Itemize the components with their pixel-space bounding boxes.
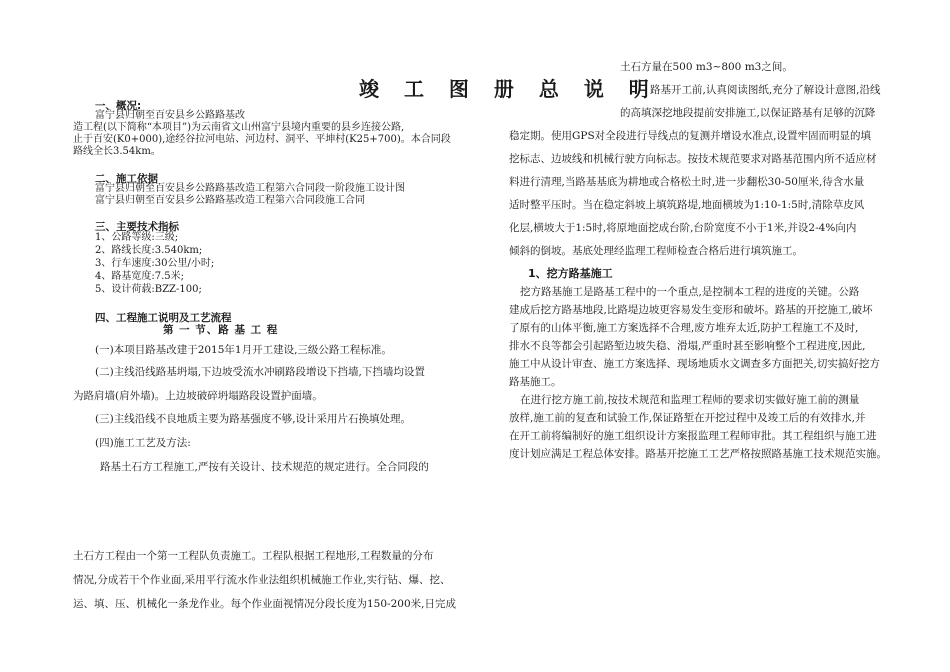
- overview-line: 造工程(以下简称“本项目”)为云南省文山州富宁县境内重要的县乡连接公路,: [73, 122, 405, 133]
- excavation-paragraph-line: 路基施工。: [509, 376, 562, 388]
- right-text-line: 稳定期。使用GPS对全段进行导线点的复测并增设水准点,设置牢固而明显的填: [509, 130, 871, 142]
- section-heading-overview: 一、概况:: [95, 100, 142, 112]
- survey-paragraph-line: 在开工前将编制好的施工组织设计方案报监理工程师审批。其工程组织与施工进: [509, 430, 877, 442]
- overview-line: 路线全长3.54km。: [73, 146, 161, 157]
- body-paragraph-line: 为路肩墙(肩外墙)。上边坡破碎坍塌路段设置护面墙。: [73, 390, 323, 402]
- continuation-line: 运、填、压、机械化一条龙作业。每个作业面视情况分段长度为150-200米,日完成: [73, 598, 456, 610]
- body-paragraph-line: (三)主线沿线不良地质主要为路基强度不够,设计采用片石换填处理。: [95, 413, 412, 425]
- page-title: 竣 工 图 册 总 说 明: [359, 77, 658, 101]
- right-text-line: 挖标志、边坡线和机械行驶方向标志。按技术规范要求对路基范围内所不适应材: [509, 153, 877, 165]
- continuation-line: 情况,分成若干个作业面,采用平行流水作业法组织机械施工作业,实行钻、爆、挖、: [73, 574, 451, 586]
- overview-line: 富宁县归朝至百安县乡公路路基改: [95, 110, 245, 121]
- section-heading-tech-indicators: 三、主要技术指标: [95, 221, 179, 233]
- right-text-line: 的高填深挖地段提前安排施工,以保证路基有足够的沉降: [620, 107, 876, 119]
- body-paragraph-line: 路基土石方工程施工,严按有关设计、技术规范的规定进行。全合同段的: [100, 461, 429, 473]
- tech-indicator-item: 3、行车速度:30公里/小时;: [95, 258, 215, 269]
- tech-indicator-item: 2、路线长度:3.540km;: [95, 245, 203, 256]
- excavation-paragraph-line: 了原有的山体平衡,施工方案选择不合理,废方堆弃太近,防护工程施工不及时,: [509, 322, 859, 334]
- tech-indicator-item: 1、公路等级:三级;: [95, 232, 179, 243]
- right-text-line: 化层,横坡大于1:5时,将原地面挖成台阶,台阶宽度不小于1米,并设2-4%向内: [509, 222, 857, 234]
- section-heading-construction: 四、工程施工说明及工艺流程: [95, 312, 232, 324]
- survey-paragraph-line: 放样,施工前的复查和试验工作,保证路堑在开挖过程中及竣工后的有效排水,并: [509, 412, 866, 424]
- body-paragraph-line: (二)主线沿线路基坍塌,下边坡受流水冲刷路段增设下挡墙,下挡墙均设置: [95, 366, 425, 378]
- overview-line: 止于百安(K0+000),途经谷拉河电站、河边村、洞平、平坤村(K25+700)。本合同段: [73, 134, 451, 145]
- body-paragraph-line: (四)施工工艺及方法:: [95, 437, 191, 449]
- right-text-line: 适时整平压时。当在稳定斜坡上填筑路堤,地面横坡为1:10-1:5时,清除草皮风: [509, 199, 865, 211]
- tech-indicator-item: 4、路基宽度:7.5米;: [95, 271, 185, 282]
- body-paragraph-line: (一)本项目路基改建于2015年1月开工建设,三级公路工程标准。: [95, 344, 392, 356]
- basis-line: 富宁县归朝至百安县乡公路路基改造工程第六合同段施工合同: [95, 195, 365, 206]
- subsection-heading-roadbed: 第 一 节、路 基 工 程: [163, 324, 279, 336]
- continuation-line: 土石方工程由一个第一工程队负责施工。工程队根据工程地形,工程数量的分布: [73, 550, 434, 562]
- excavation-paragraph-line: 建成后挖方路基地段,比路堤边坡更容易发生变形和破坏。路基的开挖施工,破坏: [509, 304, 873, 316]
- right-text-line: 路基开工前,认真阅读图纸,充分了解设计意图,沿线: [650, 84, 881, 96]
- excavation-paragraph-line: 施工中从设计审查、施工方案选择、现场地质水文调查多方面把关,切实搞好挖方: [509, 358, 880, 370]
- excavation-paragraph-line: 排水不良等都会引起路堑边坡失稳、滑塌,严重时甚至影响整个工程进度,因此,: [509, 340, 866, 352]
- right-text-line: 倾斜的倒坡。基底处理经监理工程师检查合格后进行填筑施工。: [509, 245, 803, 257]
- right-text-line: 土石方量在500 m3~800 m3之间。: [620, 61, 793, 73]
- right-text-line: 料进行清理,当路基基底为耕地或合格松土时,进一步翻松30-50厘米,待含水量: [509, 176, 865, 188]
- survey-paragraph-line: 度计划应满足工程总体安排。路基开挖施工工艺严格按照路基施工技术规范实施。: [509, 448, 887, 460]
- section-heading-basis: 二、施工依据: [95, 173, 158, 185]
- tech-indicator-item: 5、设计荷载:BZZ-100;: [95, 284, 202, 295]
- subsection-heading-excavation: 1、挖方路基施工: [528, 267, 613, 280]
- excavation-paragraph-line: 挖方路基施工是路基工程中的一个重点,是控制本工程的进度的关键。公路: [520, 286, 860, 298]
- survey-paragraph-line: 在进行挖方施工前,按技术规范和监理工程师的要求切实做好施工前的测量: [520, 394, 860, 406]
- basis-line: 富宁县归朝至百安县乡公路路基改造工程第六合同段一阶段施工设计图: [95, 183, 405, 194]
